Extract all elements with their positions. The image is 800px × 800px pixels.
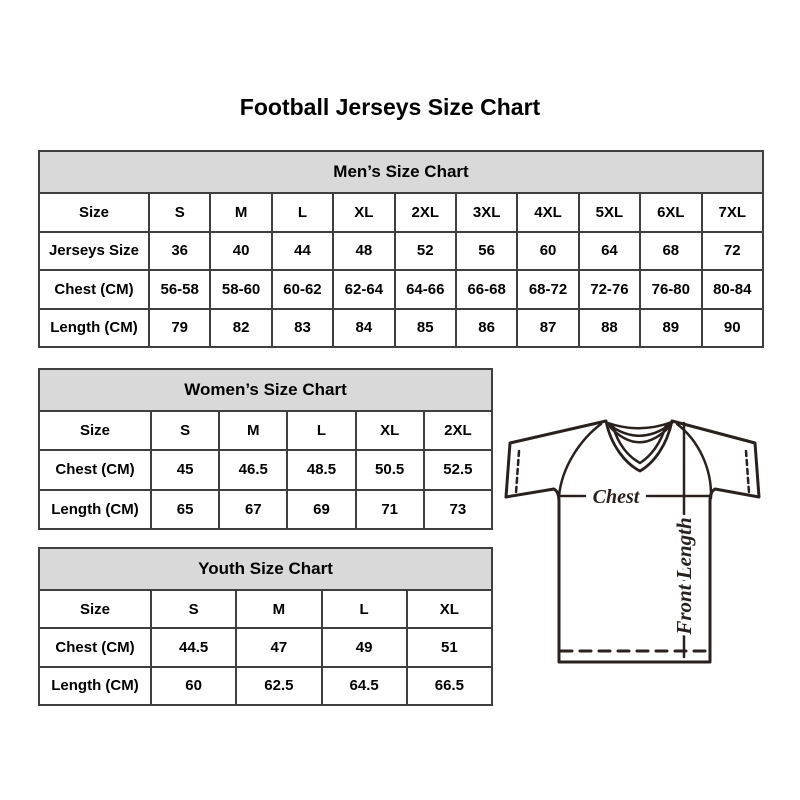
size-cell: 36 bbox=[149, 232, 210, 271]
size-cell: 87 bbox=[517, 309, 578, 348]
row-label: Length (CM) bbox=[39, 667, 151, 705]
size-cell: 68 bbox=[640, 232, 701, 271]
size-cell: 73 bbox=[424, 490, 492, 529]
row-label: Size bbox=[39, 411, 151, 450]
table-row bbox=[39, 232, 763, 271]
size-cell: 44 bbox=[272, 232, 333, 271]
table-title: Women’s Size Chart bbox=[39, 369, 492, 411]
size-cell: M bbox=[236, 590, 321, 628]
size-cell: 49 bbox=[322, 628, 407, 666]
table-row bbox=[39, 590, 492, 628]
table-row bbox=[39, 411, 492, 450]
page-title: Football Jerseys Size Chart bbox=[239, 94, 541, 120]
table-row bbox=[39, 490, 492, 529]
size-cell: 65 bbox=[151, 490, 219, 529]
size-cell: 88 bbox=[579, 309, 640, 348]
size-cell: 60 bbox=[151, 667, 236, 705]
size-cell: 50.5 bbox=[356, 450, 424, 489]
size-cell: 47 bbox=[236, 628, 321, 666]
size-cell: XL bbox=[407, 590, 492, 628]
size-cell: 80-84 bbox=[702, 270, 763, 309]
size-cell: S bbox=[151, 411, 219, 450]
size-cell: M bbox=[219, 411, 287, 450]
size-cell: 2XL bbox=[424, 411, 492, 450]
size-cell: 56 bbox=[456, 232, 517, 271]
size-cell: 66-68 bbox=[456, 270, 517, 309]
collar-arc-top bbox=[608, 422, 672, 428]
row-label: Length (CM) bbox=[39, 309, 149, 348]
front-length-label: Front Length bbox=[672, 517, 696, 635]
size-cell: 62.5 bbox=[236, 667, 321, 705]
table-title: Youth Size Chart bbox=[39, 548, 492, 590]
size-cell: 66.5 bbox=[407, 667, 492, 705]
row-label: Chest (CM) bbox=[39, 628, 151, 666]
row-label: Jerseys Size bbox=[39, 232, 149, 271]
size-cell: 64.5 bbox=[322, 667, 407, 705]
size-cell: 7XL bbox=[702, 193, 763, 232]
table-row bbox=[39, 450, 492, 489]
size-cell: 68-72 bbox=[517, 270, 578, 309]
size-cell: 90 bbox=[702, 309, 763, 348]
size-cell: 72 bbox=[702, 232, 763, 271]
size-cell: 76-80 bbox=[640, 270, 701, 309]
size-cell: 84 bbox=[333, 309, 394, 348]
jersey-diagram-icon bbox=[500, 404, 765, 674]
row-label: Chest (CM) bbox=[39, 270, 149, 309]
size-cell: 48 bbox=[333, 232, 394, 271]
table-row bbox=[39, 309, 763, 348]
table-row bbox=[39, 628, 492, 666]
size-cell: 82 bbox=[210, 309, 271, 348]
size-cell: 45 bbox=[151, 450, 219, 489]
size-cell: L bbox=[287, 411, 355, 450]
size-cell: 64-66 bbox=[395, 270, 456, 309]
size-cell: L bbox=[272, 193, 333, 232]
size-cell: 86 bbox=[456, 309, 517, 348]
chest-label: Chest bbox=[592, 486, 640, 508]
size-cell: 62-64 bbox=[333, 270, 394, 309]
size-cell: 71 bbox=[356, 490, 424, 529]
size-cell: 46.5 bbox=[219, 450, 287, 489]
row-label: Chest (CM) bbox=[39, 450, 151, 489]
size-cell: 83 bbox=[272, 309, 333, 348]
row-label: Length (CM) bbox=[39, 490, 151, 529]
right-cuff-dashes bbox=[746, 451, 749, 493]
right-armhole-seam bbox=[677, 424, 711, 498]
size-cell: 72-76 bbox=[579, 270, 640, 309]
size-cell: 5XL bbox=[579, 193, 640, 232]
size-cell: S bbox=[151, 590, 236, 628]
size-cell: 48.5 bbox=[287, 450, 355, 489]
womens-size-table bbox=[38, 368, 493, 530]
size-cell: 6XL bbox=[640, 193, 701, 232]
size-cell: 44.5 bbox=[151, 628, 236, 666]
size-cell: 4XL bbox=[517, 193, 578, 232]
table-row bbox=[39, 193, 763, 232]
row-label: Size bbox=[39, 590, 151, 628]
size-cell: 64 bbox=[579, 232, 640, 271]
size-cell: 52.5 bbox=[424, 450, 492, 489]
size-cell: 79 bbox=[149, 309, 210, 348]
row-label: Size bbox=[39, 193, 149, 232]
size-cell: 60 bbox=[517, 232, 578, 271]
size-cell: 60-62 bbox=[272, 270, 333, 309]
size-cell: L bbox=[322, 590, 407, 628]
size-cell: 51 bbox=[407, 628, 492, 666]
table-row bbox=[39, 667, 492, 705]
size-cell: 85 bbox=[395, 309, 456, 348]
size-cell: M bbox=[210, 193, 271, 232]
size-cell: XL bbox=[333, 193, 394, 232]
size-cell: 2XL bbox=[395, 193, 456, 232]
left-cuff-dashes bbox=[516, 451, 519, 493]
size-cell: S bbox=[149, 193, 210, 232]
table-title: Men’s Size Chart bbox=[39, 151, 763, 193]
size-cell: 40 bbox=[210, 232, 271, 271]
size-cell: 69 bbox=[287, 490, 355, 529]
table-row bbox=[39, 270, 763, 309]
size-cell: 89 bbox=[640, 309, 701, 348]
mens-size-table bbox=[38, 150, 764, 348]
size-cell: 52 bbox=[395, 232, 456, 271]
youth-size-table bbox=[38, 547, 493, 706]
size-cell: 56-58 bbox=[149, 270, 210, 309]
size-cell: 58-60 bbox=[210, 270, 271, 309]
jersey-measurement-diagram bbox=[500, 404, 765, 674]
size-cell: 3XL bbox=[456, 193, 517, 232]
size-cell: 67 bbox=[219, 490, 287, 529]
size-cell: XL bbox=[356, 411, 424, 450]
